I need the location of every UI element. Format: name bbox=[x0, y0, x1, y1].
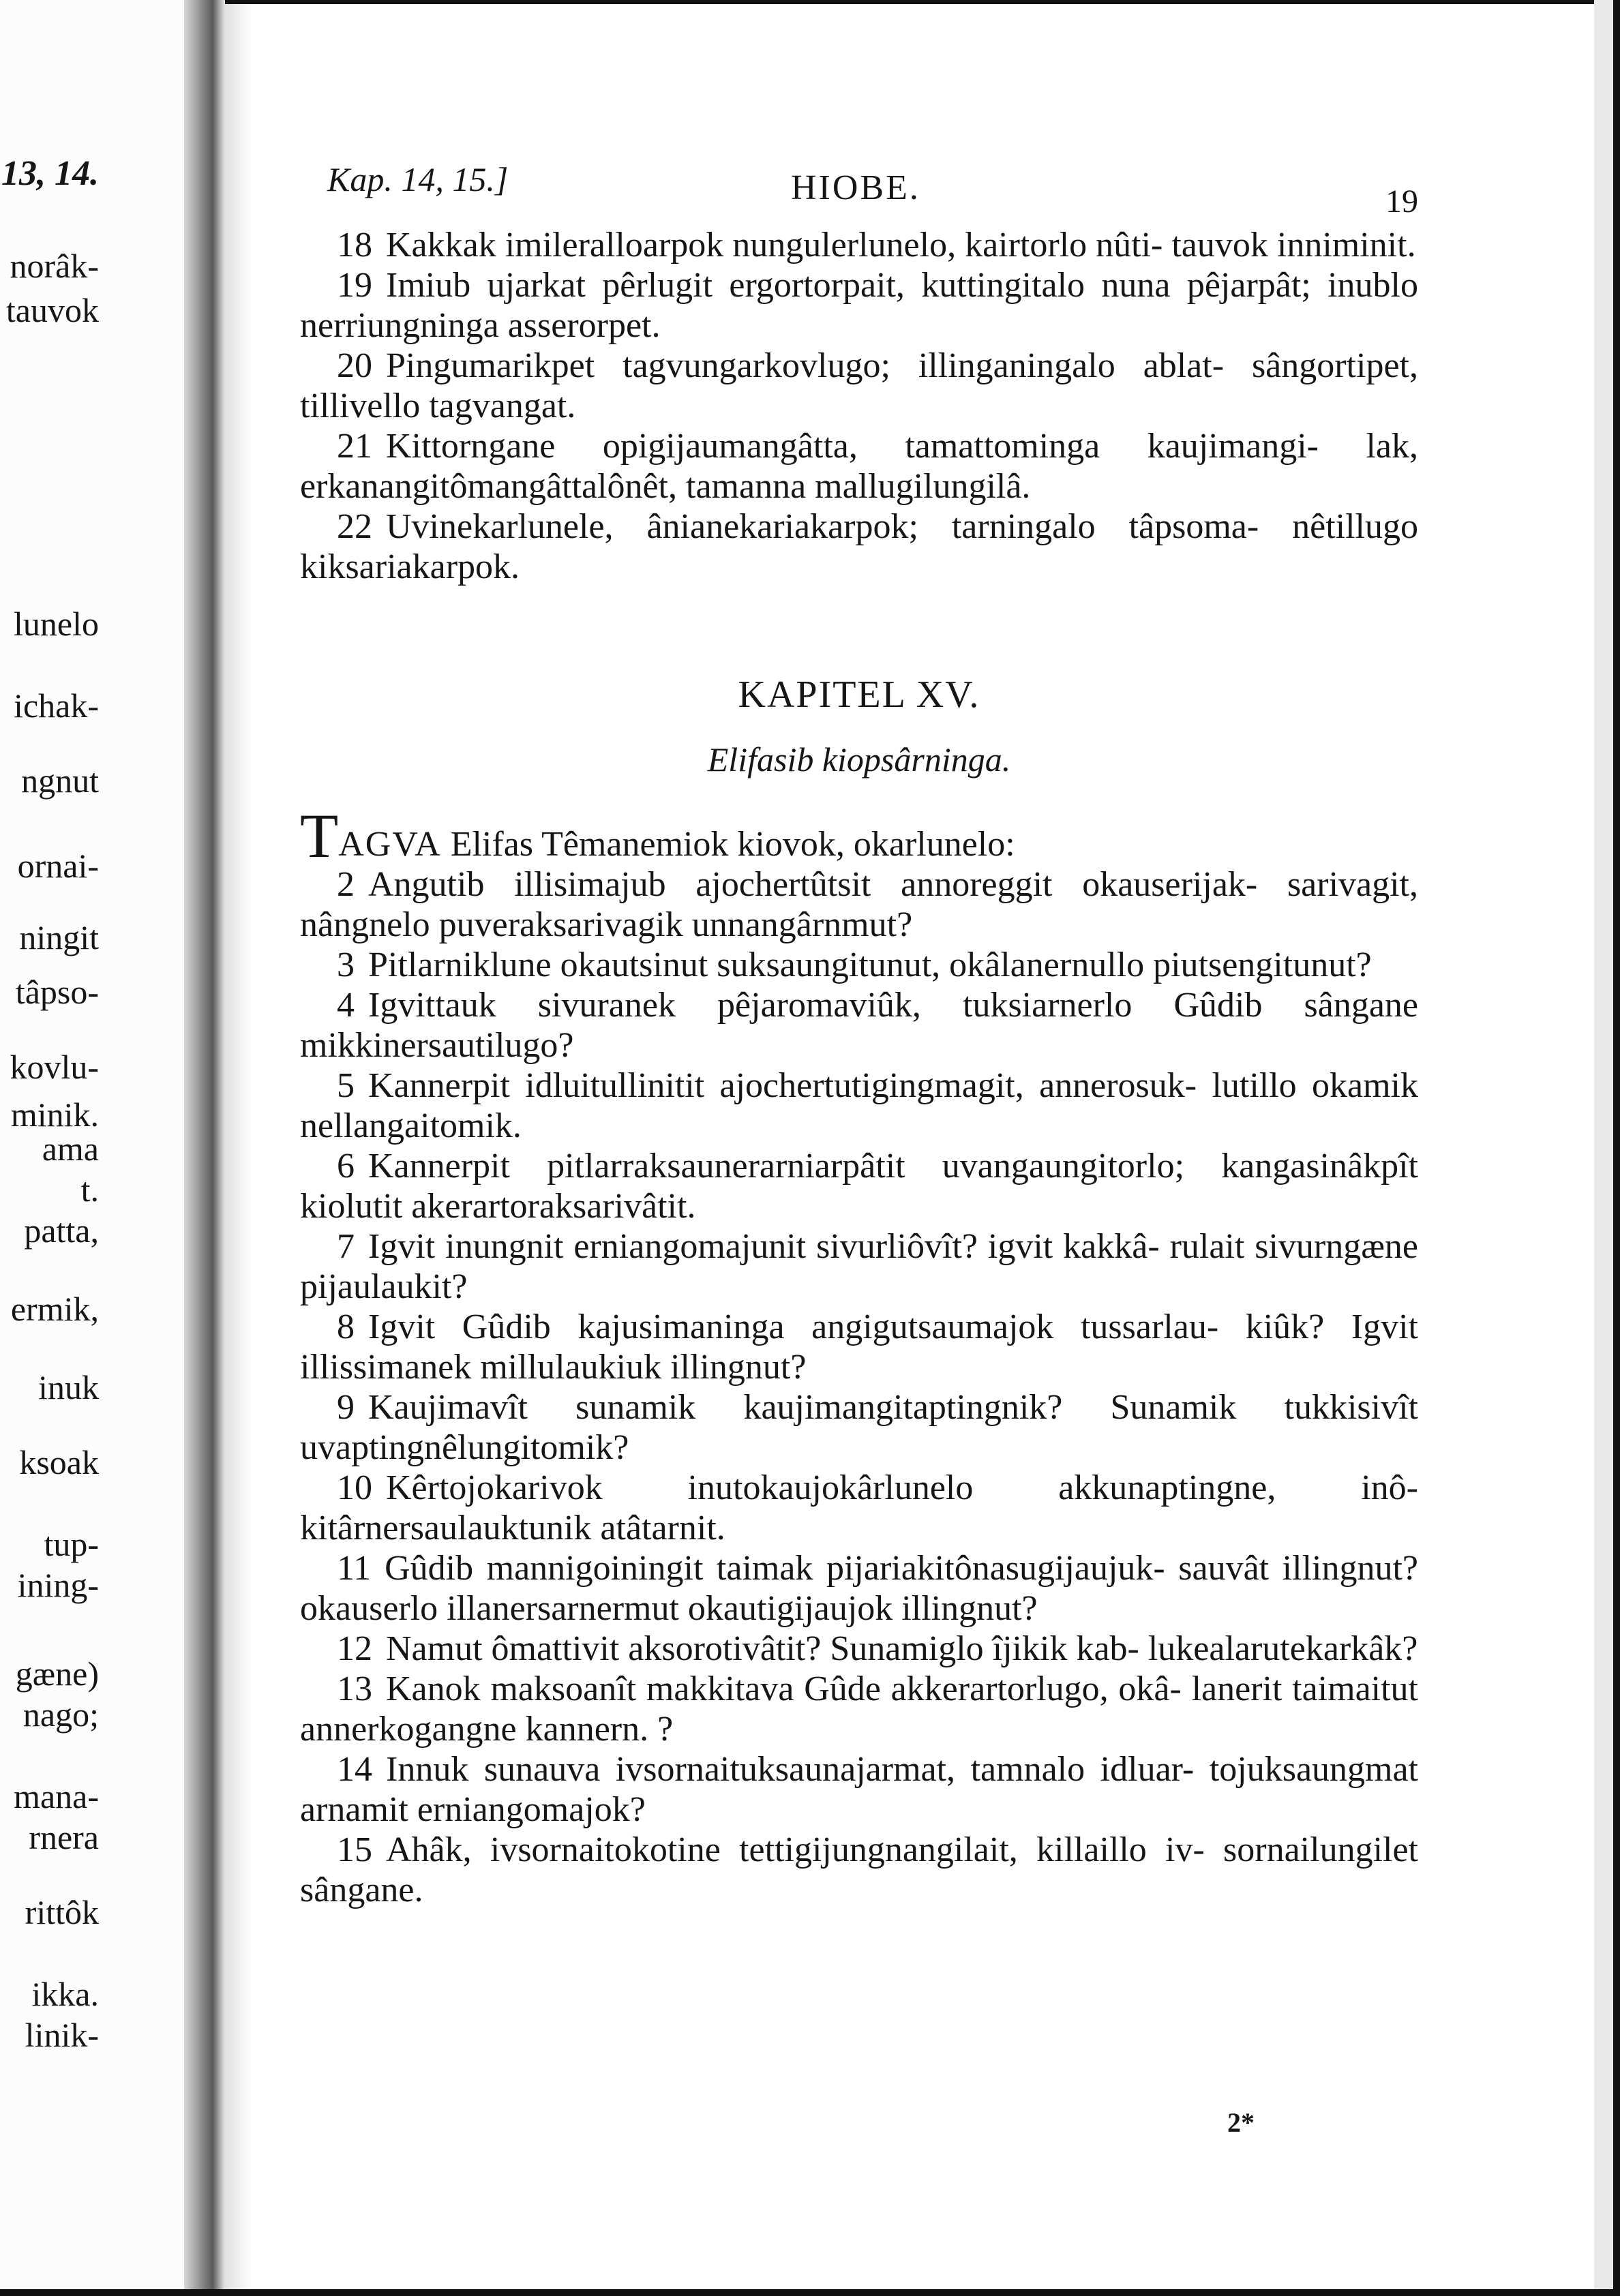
chapter-reference: Kap. 14, 15.] bbox=[327, 160, 509, 198]
verse-text: Kaujimavît sunamik kaujimangitaptingnik? Sunamik tukkisivît uvaptingnêlungitomik? bbox=[300, 1388, 1418, 1467]
chapter-subtitle: Elifasib kiopsârninga. bbox=[707, 740, 1011, 779]
signature-mark: 2* bbox=[1227, 2107, 1255, 2138]
verse-number: 19 bbox=[337, 266, 372, 305]
facing-page-line: ningit bbox=[19, 918, 99, 956]
verse-text: Kittorngane opigijaumangâtta, tamattominga kaujimangi- lak, erkanangitômangâttalônêt, tamanna mallugilungilâ. bbox=[300, 427, 1418, 506]
verse bbox=[300, 426, 1418, 507]
verse-number: 21 bbox=[337, 427, 372, 466]
verse-text: Igvit Gûdib kajusimaninga angigutsaumajok tussarlau- kiûk? Igvit illissimanek millulaukiuk illingnut? bbox=[300, 1308, 1418, 1387]
verse-text: Igvittauk sivuranek pêjaromaviûk, tuksiarnerlo Gûdib sângane mikkinersautilugo? bbox=[300, 986, 1418, 1065]
facing-page-line: rnera bbox=[29, 1818, 99, 1856]
verse-number: 4 bbox=[337, 986, 355, 1025]
verse bbox=[300, 346, 1418, 426]
verse-number: 14 bbox=[337, 1750, 372, 1789]
facing-page-line: ama bbox=[42, 1130, 99, 1168]
facing-page-line: t. bbox=[80, 1170, 99, 1209]
verse-number: 11 bbox=[337, 1549, 372, 1588]
book-gutter bbox=[184, 0, 225, 2296]
verse bbox=[300, 265, 1418, 346]
chapter-14-verses bbox=[300, 225, 1418, 587]
verse bbox=[300, 1468, 1418, 1548]
verse-number: 9 bbox=[337, 1388, 355, 1427]
verse-1-text: Elifas Têmanemiok kiovok, okarlunelo: bbox=[450, 825, 1015, 864]
verse-number: 18 bbox=[337, 226, 372, 265]
verse-number: 10 bbox=[337, 1468, 372, 1507]
verse-number: 6 bbox=[337, 1147, 355, 1185]
verse-number: 22 bbox=[337, 507, 372, 546]
verse bbox=[300, 507, 1418, 587]
verse-text: Pingumarikpet tagvungarkovlugo; illinganingalo ablat- sângortipet, tillivello tagvangat. bbox=[300, 346, 1418, 425]
facing-page-line: mana- bbox=[14, 1777, 99, 1815]
verse-number: 13 bbox=[337, 1670, 372, 1708]
facing-page-line: linik- bbox=[25, 2016, 99, 2054]
chapter-heading: KAPITEL XV. bbox=[738, 674, 980, 716]
verse-1-smallcaps: AGVA bbox=[338, 825, 442, 864]
facing-page-line: ornai- bbox=[17, 847, 99, 885]
running-header bbox=[300, 150, 1418, 225]
facing-page-fragment bbox=[0, 0, 184, 2296]
facing-page-line: rittôk bbox=[25, 1893, 99, 1931]
verse bbox=[300, 1629, 1418, 1669]
facing-page-line: kovlu- bbox=[10, 1048, 99, 1086]
verse bbox=[300, 1307, 1418, 1387]
verse-text: Namut ômattivit aksorotivâtit? Sunamiglo îjikik kab- lukealarutekarkâk? bbox=[386, 1629, 1418, 1668]
verse-number: 12 bbox=[337, 1629, 372, 1668]
facing-page-line: minik. bbox=[10, 1096, 99, 1134]
verse bbox=[300, 1830, 1418, 1910]
verse bbox=[300, 225, 1418, 265]
verse-text: Kannerpit pitlarraksaunerarniarpâtit uvangaungitorlo; kangasinâkpît kiolutit akerartoraksarivâtit. bbox=[300, 1147, 1418, 1226]
page-edge-right bbox=[1594, 0, 1613, 2296]
facing-page-line: ining- bbox=[17, 1566, 99, 1604]
verse-text: Pitlarniklune okautsinut suksaungitunut, okâlanernullo piutsengitunut? bbox=[368, 946, 1372, 984]
verse-text: Ahâk, ivsornaitokotine tettigijungnangilait, killaillo iv- sornailungilet sângane. bbox=[300, 1830, 1418, 1909]
verse-text: Uvinekarlunele, ânianekariakarpok; tarningalo tâpsoma- nêtillugo kiksariakarpok. bbox=[300, 507, 1418, 586]
facing-page-line: patta, bbox=[24, 1211, 99, 1250]
verse-text: Imiub ujarkat pêrlugit ergortorpait, kuttingitalo nuna pêjarpât; inublo nerriungninga asserorpet. bbox=[300, 266, 1418, 345]
verse-text: Kêrtojokarivok inutokaujokârlunelo akkunaptingne, inô- kitârnersaulauktunik atâtarnit. bbox=[300, 1468, 1418, 1547]
verse-number: 15 bbox=[337, 1830, 372, 1869]
verse bbox=[300, 1226, 1418, 1307]
verse-1 bbox=[300, 801, 1418, 871]
verse-text: Gûdib mannigoiningit taimak pijariakitônasugijaujuk- sauvât illingnut? okauserlo illanersarnermut okautigijaujok illingnut? bbox=[300, 1549, 1418, 1628]
chapter-15-verses bbox=[300, 864, 1418, 1910]
verse bbox=[300, 1749, 1418, 1830]
page-body bbox=[300, 150, 1418, 1910]
facing-page-line: ngnut bbox=[21, 761, 99, 800]
facing-page-line: norâk- bbox=[10, 247, 99, 285]
verse-number: 3 bbox=[337, 946, 355, 984]
verse-number: 2 bbox=[337, 865, 355, 904]
verse bbox=[300, 1387, 1418, 1468]
verse bbox=[300, 1066, 1418, 1146]
facing-page-header: 13, 14. bbox=[1, 154, 99, 193]
gutter-shadow bbox=[225, 0, 252, 2296]
verse-text: Innuk sunauva ivsornaituksaunajarmat, tamnalo idluar- tojuksaungmat arnamit erniangomajok? bbox=[300, 1750, 1418, 1829]
facing-page-line: ikka. bbox=[31, 1975, 99, 2013]
facing-page-line: inuk bbox=[38, 1368, 99, 1406]
verse-text: Kakkak imileralloarpok nungulerlunelo, kairtorlo nûti- tauvok inniminit. bbox=[386, 226, 1416, 265]
verse bbox=[300, 1146, 1418, 1226]
verse bbox=[300, 1669, 1418, 1749]
verse-number: 7 bbox=[337, 1227, 355, 1266]
facing-page-line: gæne) bbox=[15, 1655, 99, 1693]
facing-page-line: tâpso- bbox=[15, 973, 99, 1011]
verse-text: Kanok maksoanît makkitava Gûde akkerartorlugo, okâ- lanerit taimaitut annerkogangne kannern. ? bbox=[300, 1670, 1418, 1749]
book-title: HIOBE. bbox=[791, 168, 920, 207]
facing-page-line: lunelo bbox=[14, 605, 99, 643]
drop-cap: T bbox=[300, 801, 339, 871]
verse bbox=[300, 864, 1418, 945]
facing-page-line: ermik, bbox=[10, 1290, 99, 1328]
verse bbox=[300, 1548, 1418, 1629]
verse bbox=[300, 985, 1418, 1066]
page-number: 19 bbox=[1385, 183, 1418, 220]
scan-edge-right bbox=[1613, 0, 1620, 2296]
verse-number: 8 bbox=[337, 1308, 355, 1346]
verse-text: Igvit inungnit erniangomajunit sivurliôvît? igvit kakkâ- rulait sivurngæne pijaulaukit? bbox=[300, 1227, 1418, 1306]
verse-number: 5 bbox=[337, 1066, 355, 1105]
facing-page-line: nago; bbox=[22, 1695, 99, 1734]
verse-text: Angutib illisimajub ajochertûtsit annoreggit okauserijak- sarivagit, nângnelo puveraksarivagik unnangârnmut? bbox=[300, 865, 1418, 944]
verse-text: Kannerpit idluitullinitit ajochertutigingmagit, annerosuk- lutillo okamik nellangaitomik. bbox=[300, 1066, 1418, 1145]
verse bbox=[300, 945, 1418, 985]
facing-page-line: ichak- bbox=[14, 686, 99, 725]
facing-page-line: tauvok bbox=[5, 291, 99, 329]
verse-number: 20 bbox=[337, 346, 372, 385]
facing-page-line: ksoak bbox=[19, 1443, 99, 1481]
scan-edge-bottom bbox=[0, 2289, 1620, 2296]
facing-page-line: tup- bbox=[44, 1525, 99, 1563]
